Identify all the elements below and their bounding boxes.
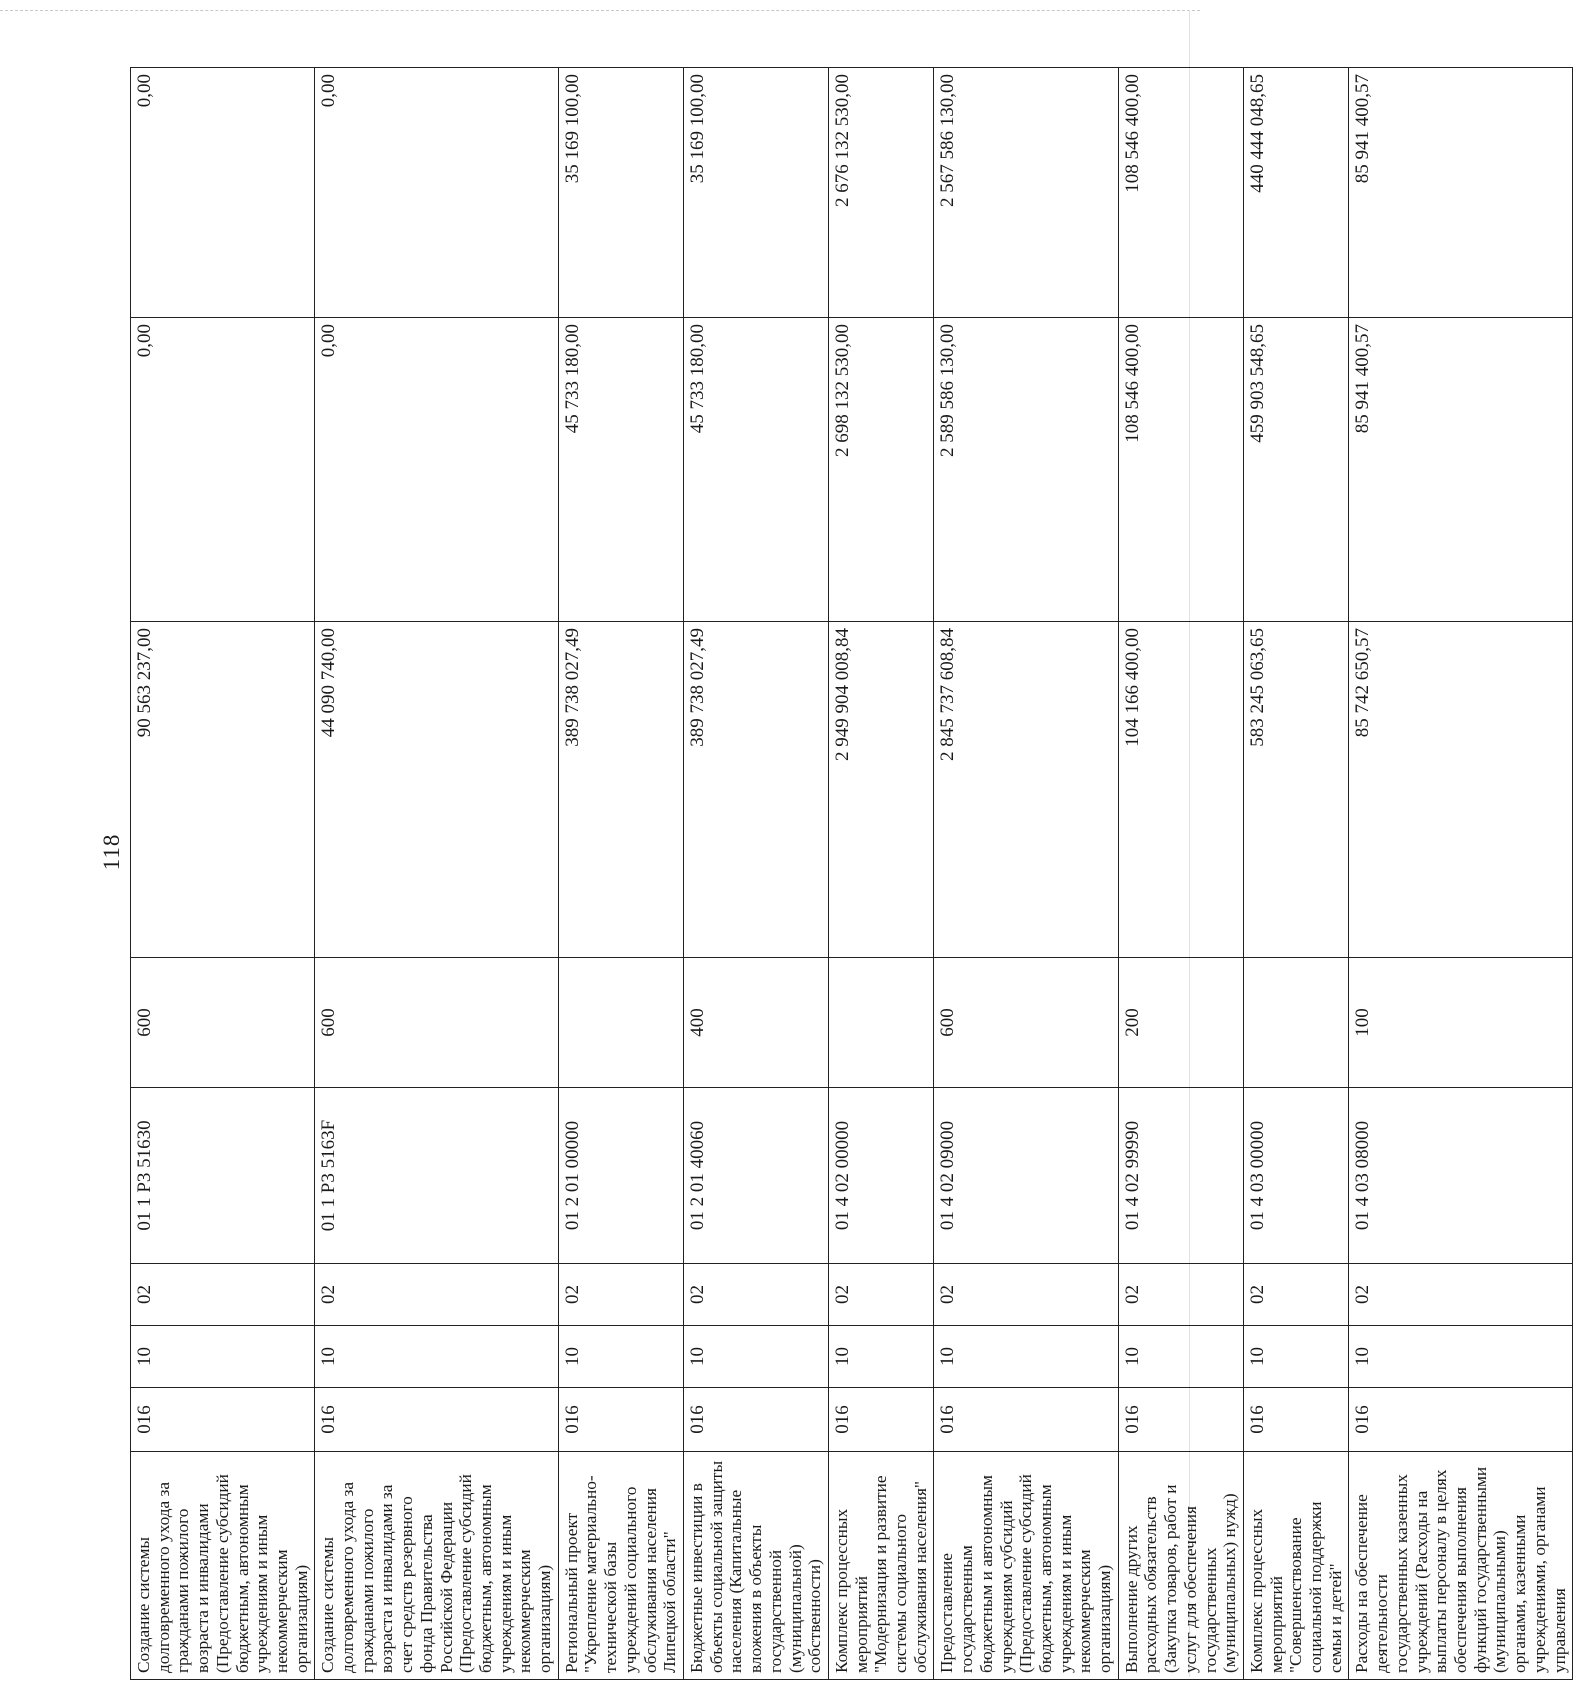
table-row bbox=[1349, 68, 1573, 1680]
rotated-table-container bbox=[130, 68, 1569, 1680]
amount-year-3: 35 169 100,00 bbox=[683, 68, 828, 318]
subsection-code: 02 bbox=[934, 1264, 1118, 1326]
table-row bbox=[1118, 68, 1243, 1680]
amount-year-2: 0,00 bbox=[131, 318, 315, 622]
target-article-code: 01 4 02 00000 bbox=[828, 1088, 934, 1264]
section-code: 10 bbox=[1243, 1326, 1349, 1388]
row-description: Предоставление государственным бюджетным и автономным учреждениям субсидий (Предоставление субсидий бюджетным, автономным учреждениям и иным некоммерческим организациям) bbox=[934, 1452, 1118, 1680]
expense-type-code: 600 bbox=[315, 958, 558, 1088]
ministry-code: 016 bbox=[131, 1388, 315, 1452]
ministry-code: 016 bbox=[315, 1388, 558, 1452]
subsection-code: 02 bbox=[828, 1264, 934, 1326]
amount-year-2: 459 903 548,65 bbox=[1243, 318, 1349, 622]
table-row bbox=[934, 68, 1118, 1680]
expense-type-code bbox=[558, 958, 683, 1088]
amount-year-1: 583 245 063,65 bbox=[1243, 622, 1349, 958]
row-description: Региональный проект "Укрепление материально-технической базы учреждений социального обслуживания населения Липецкой области" bbox=[558, 1452, 683, 1680]
row-description: Выполнение других расходных обязательств (Закупка товаров, работ и услуг для обеспечения государственных (муниципальных) нужд) bbox=[1118, 1452, 1243, 1680]
target-article-code: 01 4 02 09000 bbox=[934, 1088, 1118, 1264]
subsection-code: 02 bbox=[1118, 1264, 1243, 1326]
table-row bbox=[828, 68, 934, 1680]
ministry-code: 016 bbox=[828, 1388, 934, 1452]
amount-year-2: 45 733 180,00 bbox=[558, 318, 683, 622]
page-number: 118 bbox=[99, 833, 124, 871]
section-code: 10 bbox=[131, 1326, 315, 1388]
table-row bbox=[683, 68, 828, 1680]
target-article-code: 01 4 02 99990 bbox=[1118, 1088, 1243, 1264]
row-description: Создание системы долговременного ухода за гражданами пожилого возраста и инвалидами за счет средств резервного фонда Правительства Российской Федерации (Предоставление субсидий бюджетным, автономным учреждениям и иным некоммерческим организациям) bbox=[315, 1452, 558, 1680]
ministry-code: 016 bbox=[934, 1388, 1118, 1452]
subsection-code: 02 bbox=[131, 1264, 315, 1326]
target-article-code: 01 4 03 08000 bbox=[1349, 1088, 1573, 1264]
subsection-code: 02 bbox=[1243, 1264, 1349, 1326]
row-description: Расходы на обеспечение деятельности государственных казенных учреждений (Расходы на выплаты персоналу в целях обеспечения выполнения функций государственными (муниципальными) органами, казенными учреждениями, органами управления bbox=[1349, 1452, 1573, 1680]
expense-type-code: 600 bbox=[934, 958, 1118, 1088]
section-code: 10 bbox=[315, 1326, 558, 1388]
expense-type-code: 600 bbox=[131, 958, 315, 1088]
target-article-code: 01 2 01 00000 bbox=[558, 1088, 683, 1264]
amount-year-3: 35 169 100,00 bbox=[558, 68, 683, 318]
amount-year-1: 389 738 027,49 bbox=[683, 622, 828, 958]
table-row bbox=[558, 68, 683, 1680]
section-code: 10 bbox=[558, 1326, 683, 1388]
amount-year-2: 108 546 400,00 bbox=[1118, 318, 1243, 622]
section-code: 10 bbox=[934, 1326, 1118, 1388]
amount-year-2: 2 589 586 130,00 bbox=[934, 318, 1118, 622]
amount-year-1: 85 742 650,57 bbox=[1349, 622, 1573, 958]
target-article-code: 01 2 01 40060 bbox=[683, 1088, 828, 1264]
subsection-code: 02 bbox=[683, 1264, 828, 1326]
section-code: 10 bbox=[1349, 1326, 1573, 1388]
section-code: 10 bbox=[683, 1326, 828, 1388]
row-description: Комплекс процессных мероприятий "Совершенствование социальной поддержки семьи и детей" bbox=[1243, 1452, 1349, 1680]
subsection-code: 02 bbox=[315, 1264, 558, 1326]
expense-type-code: 200 bbox=[1118, 958, 1243, 1088]
amount-year-2: 0,00 bbox=[315, 318, 558, 622]
amount-year-3: 2 567 586 130,00 bbox=[934, 68, 1118, 318]
amount-year-3: 0,00 bbox=[315, 68, 558, 318]
amount-year-3: 0,00 bbox=[131, 68, 315, 318]
budget-table bbox=[130, 67, 1573, 1680]
section-code: 10 bbox=[828, 1326, 934, 1388]
ministry-code: 016 bbox=[558, 1388, 683, 1452]
expense-type-code: 400 bbox=[683, 958, 828, 1088]
amount-year-2: 2 698 132 530,00 bbox=[828, 318, 934, 622]
amount-year-1: 2 949 904 008,84 bbox=[828, 622, 934, 958]
target-article-code: 01 1 Р3 51630 bbox=[131, 1088, 315, 1264]
amount-year-3: 440 444 048,65 bbox=[1243, 68, 1349, 318]
amount-year-3: 108 546 400,00 bbox=[1118, 68, 1243, 318]
table-row bbox=[315, 68, 558, 1680]
expense-type-code: 100 bbox=[1349, 958, 1573, 1088]
ministry-code: 016 bbox=[1118, 1388, 1243, 1452]
expense-type-code bbox=[828, 958, 934, 1088]
expense-type-code bbox=[1243, 958, 1349, 1088]
ministry-code: 016 bbox=[683, 1388, 828, 1452]
scan-edge bbox=[0, 10, 1200, 11]
table-row bbox=[1243, 68, 1349, 1680]
ministry-code: 016 bbox=[1349, 1388, 1573, 1452]
amount-year-2: 45 733 180,00 bbox=[683, 318, 828, 622]
amount-year-1: 44 090 740,00 bbox=[315, 622, 558, 958]
amount-year-1: 2 845 737 608,84 bbox=[934, 622, 1118, 958]
amount-year-1: 389 738 027,49 bbox=[558, 622, 683, 958]
target-article-code: 01 4 03 00000 bbox=[1243, 1088, 1349, 1264]
section-code: 10 bbox=[1118, 1326, 1243, 1388]
ministry-code: 016 bbox=[1243, 1388, 1349, 1452]
table-row bbox=[131, 68, 315, 1680]
amount-year-1: 90 563 237,00 bbox=[131, 622, 315, 958]
subsection-code: 02 bbox=[558, 1264, 683, 1326]
target-article-code: 01 1 Р3 5163F bbox=[315, 1088, 558, 1264]
amount-year-3: 85 941 400,57 bbox=[1349, 68, 1573, 318]
amount-year-1: 104 166 400,00 bbox=[1118, 622, 1243, 958]
amount-year-3: 2 676 132 530,00 bbox=[828, 68, 934, 318]
row-description: Комплекс процессных мероприятий "Модернизация и развитие системы социального обслуживания населения" bbox=[828, 1452, 934, 1680]
amount-year-2: 85 941 400,57 bbox=[1349, 318, 1573, 622]
row-description: Бюджетные инвестиции в объекты социальной защиты населения (Капитальные вложения в объекты государственной (муниципальной) собственности) bbox=[683, 1452, 828, 1680]
subsection-code: 02 bbox=[1349, 1264, 1573, 1326]
row-description: Создание системы долговременного ухода за гражданами пожилого возраста и инвалидами (Предоставление субсидий бюджетным, автономным учреждениям и иным некоммерческим организациям) bbox=[131, 1452, 315, 1680]
